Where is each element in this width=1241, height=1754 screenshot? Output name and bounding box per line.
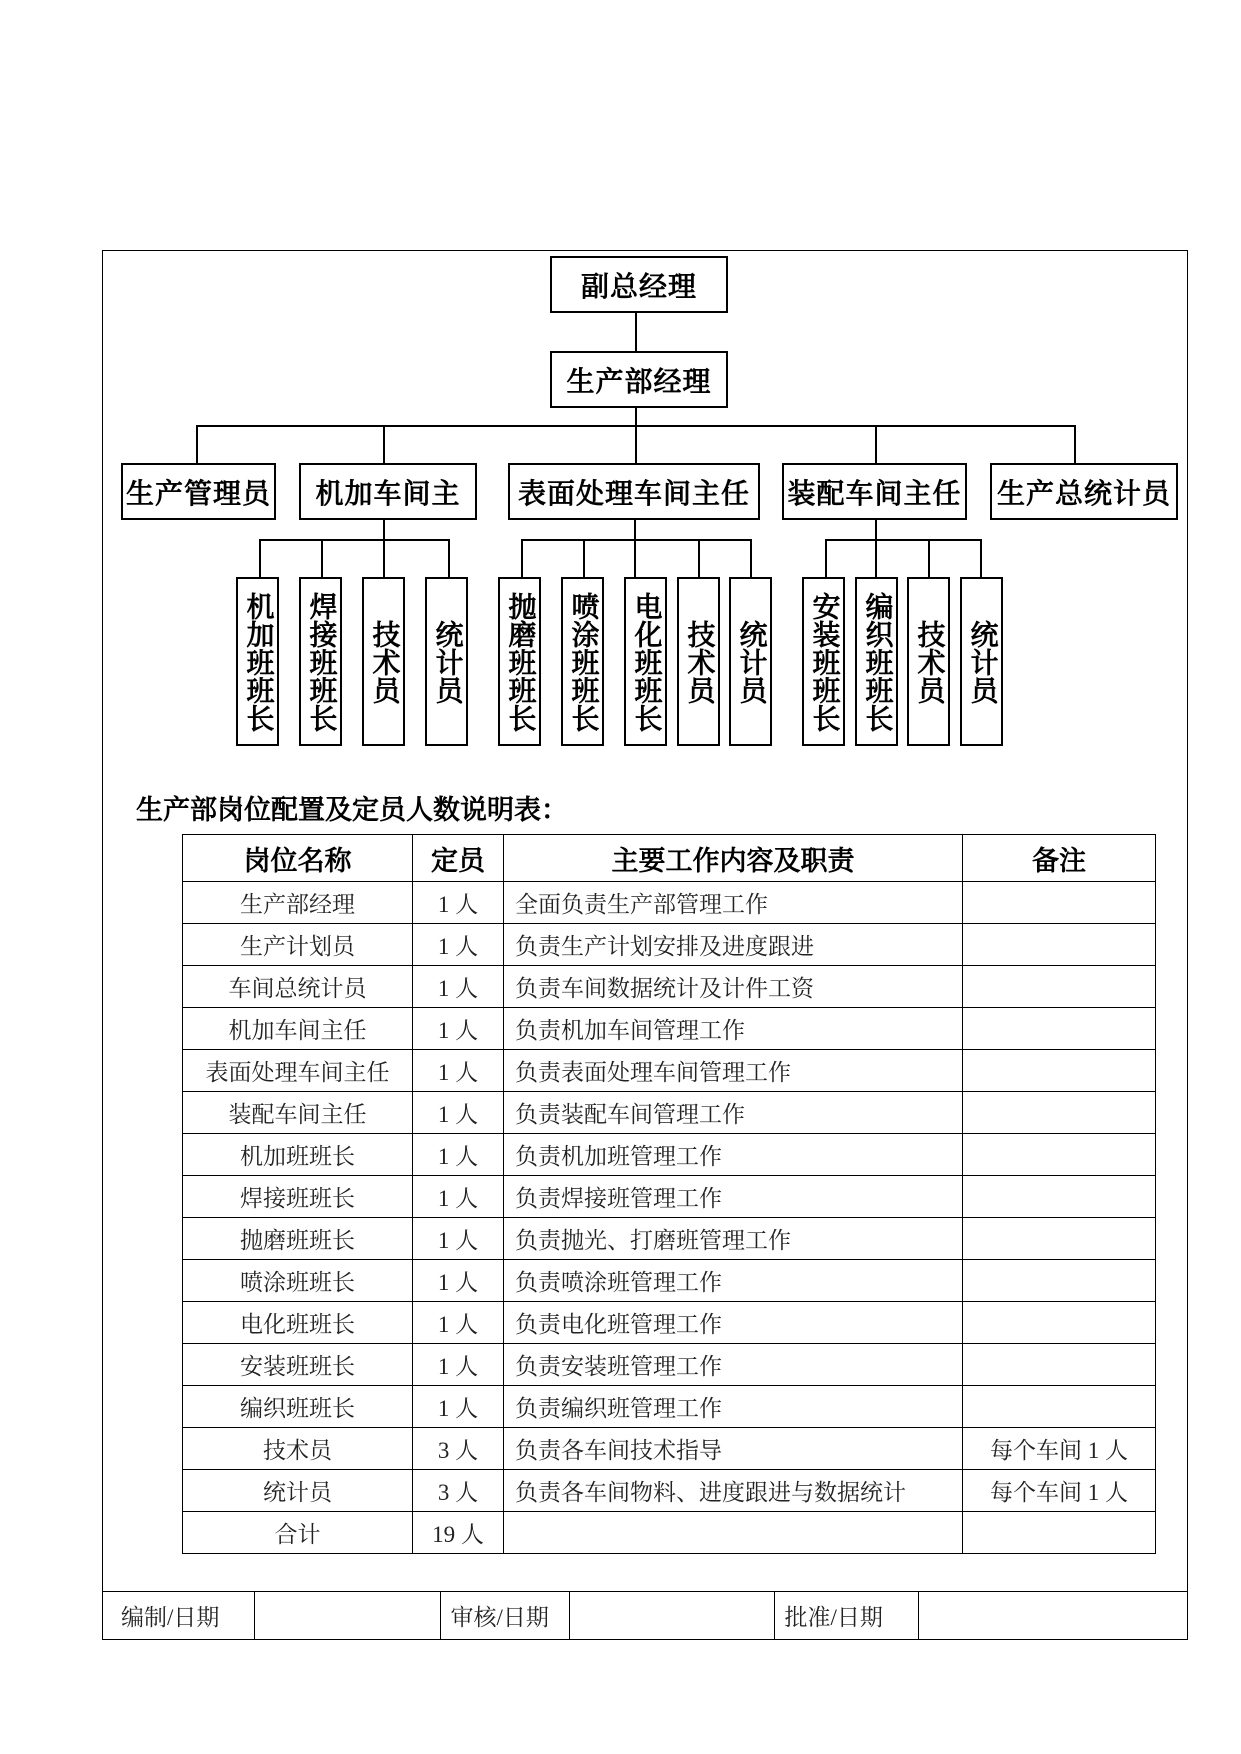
connector-line bbox=[980, 539, 982, 577]
table-row bbox=[183, 1344, 1156, 1386]
connector-line bbox=[383, 539, 385, 577]
org-box-team bbox=[624, 577, 667, 746]
cell-duties: 负责各车间物料、进度跟进与数据统计 bbox=[504, 1470, 963, 1512]
cell-position: 装配车间主任 bbox=[183, 1092, 413, 1134]
table-row bbox=[183, 1386, 1156, 1428]
connector-line bbox=[698, 539, 700, 577]
cell-position: 技术员 bbox=[183, 1428, 413, 1470]
cell-duties: 负责安装班管理工作 bbox=[504, 1344, 963, 1386]
table-row bbox=[183, 1260, 1156, 1302]
header-remarks: 备注 bbox=[963, 835, 1156, 882]
cell-remarks bbox=[963, 966, 1156, 1008]
signoff-row bbox=[103, 1591, 1187, 1639]
cell-duties: 负责电化班管理工作 bbox=[504, 1302, 963, 1344]
cell-position: 生产计划员 bbox=[183, 924, 413, 966]
org-box-team-label: 技术员 bbox=[913, 619, 945, 704]
cell-headcount: 1 人 bbox=[413, 1386, 504, 1428]
cell-position: 生产部经理 bbox=[183, 882, 413, 924]
cell-headcount: 1 人 bbox=[413, 966, 504, 1008]
org-box-team bbox=[729, 577, 772, 746]
org-box-deputy-general-manager: 副总经理 bbox=[550, 256, 728, 313]
org-box-team-label: 编织班班长 bbox=[861, 591, 893, 732]
cell-duties: 负责机加车间管理工作 bbox=[504, 1008, 963, 1050]
cell-remarks bbox=[963, 1260, 1156, 1302]
cell-duties: 全面负责生产部管理工作 bbox=[504, 882, 963, 924]
header-headcount: 定员 bbox=[413, 835, 504, 882]
cell-position: 编织班班长 bbox=[183, 1386, 413, 1428]
cell-position: 车间总统计员 bbox=[183, 966, 413, 1008]
org-box-machining-workshop-head: 机加车间主 bbox=[299, 463, 477, 520]
cell-remarks bbox=[963, 924, 1156, 966]
table-row bbox=[183, 1092, 1156, 1134]
cell-remarks bbox=[963, 1218, 1156, 1260]
cell-position: 安装班班长 bbox=[183, 1344, 413, 1386]
prepared-by-field[interactable] bbox=[254, 1592, 440, 1640]
connector-line bbox=[634, 520, 636, 540]
cell-remarks bbox=[963, 1386, 1156, 1428]
cell-headcount: 1 人 bbox=[413, 1050, 504, 1092]
org-box-team bbox=[561, 577, 604, 746]
cell-remarks bbox=[963, 1344, 1156, 1386]
table-header-row bbox=[183, 835, 1156, 882]
connector-line bbox=[928, 539, 930, 577]
table-row bbox=[183, 1470, 1156, 1512]
table-row bbox=[183, 882, 1156, 924]
cell-remarks bbox=[963, 1512, 1156, 1554]
org-box-team-label: 技术员 bbox=[683, 619, 715, 704]
org-box-team-label: 技术员 bbox=[368, 619, 400, 704]
cell-remarks bbox=[963, 1134, 1156, 1176]
org-box-team-label: 安装班班长 bbox=[808, 591, 840, 732]
table-row bbox=[183, 1050, 1156, 1092]
org-box-team bbox=[855, 577, 898, 746]
org-box-team-label: 统计员 bbox=[431, 619, 463, 704]
cell-headcount: 1 人 bbox=[413, 1008, 504, 1050]
connector-line bbox=[383, 425, 385, 463]
cell-remarks bbox=[963, 1302, 1156, 1344]
connector-line bbox=[635, 407, 637, 463]
org-box-team bbox=[236, 577, 279, 746]
cell-duties: 负责机加班管理工作 bbox=[504, 1134, 963, 1176]
connector-line bbox=[1074, 425, 1076, 463]
cell-remarks bbox=[963, 1092, 1156, 1134]
connector-line bbox=[583, 539, 585, 577]
cell-remarks bbox=[963, 1050, 1156, 1092]
table-total-row bbox=[183, 1512, 1156, 1554]
cell-duties: 负责喷涂班管理工作 bbox=[504, 1260, 963, 1302]
table-row bbox=[183, 1176, 1156, 1218]
table-row bbox=[183, 966, 1156, 1008]
connector-line bbox=[825, 539, 827, 577]
connector-line bbox=[521, 539, 523, 577]
connector-line bbox=[634, 539, 636, 577]
cell-duties: 负责抛光、打磨班管理工作 bbox=[504, 1218, 963, 1260]
table-row bbox=[183, 1218, 1156, 1260]
cell-position: 合计 bbox=[183, 1512, 413, 1554]
cell-headcount: 1 人 bbox=[413, 1344, 504, 1386]
org-box-team-label: 机加班班长 bbox=[242, 591, 274, 732]
cell-headcount: 1 人 bbox=[413, 924, 504, 966]
table-title: 生产部岗位配置及定员人数说明表： bbox=[136, 795, 568, 825]
org-box-team-label: 焊接班班长 bbox=[305, 591, 337, 732]
cell-remarks bbox=[963, 1008, 1156, 1050]
table-row bbox=[183, 924, 1156, 966]
connector-line bbox=[635, 313, 637, 351]
cell-headcount: 1 人 bbox=[413, 1134, 504, 1176]
connector-line bbox=[259, 539, 450, 541]
connector-line bbox=[321, 539, 323, 577]
cell-position: 机加班班长 bbox=[183, 1134, 413, 1176]
org-box-team bbox=[907, 577, 950, 746]
approved-by-field[interactable] bbox=[918, 1592, 1187, 1640]
connector-line bbox=[259, 539, 261, 577]
cell-position: 机加车间主任 bbox=[183, 1008, 413, 1050]
table-row bbox=[183, 1302, 1156, 1344]
cell-headcount: 1 人 bbox=[413, 1092, 504, 1134]
cell-headcount: 19 人 bbox=[413, 1512, 504, 1554]
prepared-by-label: 编制/日期 bbox=[103, 1592, 254, 1640]
cell-duties bbox=[504, 1512, 963, 1554]
cell-duties: 负责焊接班管理工作 bbox=[504, 1176, 963, 1218]
org-box-team-label: 抛磨班班长 bbox=[504, 591, 536, 732]
org-box-team bbox=[425, 577, 468, 746]
cell-headcount: 1 人 bbox=[413, 1176, 504, 1218]
cell-headcount: 3 人 bbox=[413, 1470, 504, 1512]
org-box-production-admin: 生产管理员 bbox=[121, 463, 276, 520]
org-box-surface-treatment-workshop-head: 表面处理车间主任 bbox=[508, 463, 760, 520]
org-box-team bbox=[362, 577, 405, 746]
connector-line bbox=[875, 425, 877, 463]
table-row bbox=[183, 1008, 1156, 1050]
org-box-team-label: 统计员 bbox=[966, 619, 998, 704]
connector-line bbox=[750, 539, 752, 577]
cell-headcount: 3 人 bbox=[413, 1428, 504, 1470]
cell-headcount: 1 人 bbox=[413, 1302, 504, 1344]
connector-line bbox=[521, 539, 752, 541]
table-row bbox=[183, 1428, 1156, 1470]
cell-headcount: 1 人 bbox=[413, 1218, 504, 1260]
org-box-team bbox=[802, 577, 845, 746]
approved-by-label: 批准/日期 bbox=[774, 1592, 918, 1640]
org-box-production-manager: 生产部经理 bbox=[550, 351, 728, 408]
org-box-team bbox=[960, 577, 1003, 746]
org-box-team-label: 统计员 bbox=[735, 619, 767, 704]
cell-headcount: 1 人 bbox=[413, 882, 504, 924]
org-box-assembly-workshop-head: 装配车间主任 bbox=[782, 463, 967, 520]
org-box-team-label: 喷涂班班长 bbox=[567, 591, 599, 732]
connector-line bbox=[875, 520, 877, 540]
connector-line bbox=[825, 539, 982, 541]
cell-remarks bbox=[963, 1176, 1156, 1218]
cell-position: 表面处理车间主任 bbox=[183, 1050, 413, 1092]
cell-duties: 负责装配车间管理工作 bbox=[504, 1092, 963, 1134]
org-box-team bbox=[299, 577, 342, 746]
cell-position: 喷涂班班长 bbox=[183, 1260, 413, 1302]
connector-line bbox=[383, 520, 385, 540]
connector-line bbox=[875, 539, 877, 577]
org-box-team-label: 电化班班长 bbox=[630, 591, 662, 732]
cell-position: 焊接班班长 bbox=[183, 1176, 413, 1218]
cell-duties: 负责表面处理车间管理工作 bbox=[504, 1050, 963, 1092]
org-box-team bbox=[498, 577, 541, 746]
connector-line bbox=[196, 425, 1076, 427]
reviewed-by-label: 审核/日期 bbox=[440, 1592, 569, 1640]
connector-line bbox=[448, 539, 450, 577]
cell-duties: 负责编织班管理工作 bbox=[504, 1386, 963, 1428]
reviewed-by-field[interactable] bbox=[569, 1592, 774, 1640]
cell-headcount: 1 人 bbox=[413, 1260, 504, 1302]
table-row bbox=[183, 1134, 1156, 1176]
cell-duties: 负责各车间技术指导 bbox=[504, 1428, 963, 1470]
header-position: 岗位名称 bbox=[183, 835, 413, 882]
cell-remarks bbox=[963, 882, 1156, 924]
cell-position: 电化班班长 bbox=[183, 1302, 413, 1344]
connector-line bbox=[196, 425, 198, 463]
header-duties: 主要工作内容及职责 bbox=[504, 835, 963, 882]
cell-duties: 负责车间数据统计及计件工资 bbox=[504, 966, 963, 1008]
org-box-chief-statistician: 生产总统计员 bbox=[990, 463, 1178, 520]
cell-remarks: 每个车间 1 人 bbox=[963, 1428, 1156, 1470]
cell-position: 抛磨班班长 bbox=[183, 1218, 413, 1260]
org-box-team bbox=[677, 577, 720, 746]
cell-remarks: 每个车间 1 人 bbox=[963, 1470, 1156, 1512]
cell-duties: 负责生产计划安排及进度跟进 bbox=[504, 924, 963, 966]
signoff-cells bbox=[103, 1592, 1187, 1640]
staffing-table bbox=[182, 834, 1156, 1554]
cell-position: 统计员 bbox=[183, 1470, 413, 1512]
